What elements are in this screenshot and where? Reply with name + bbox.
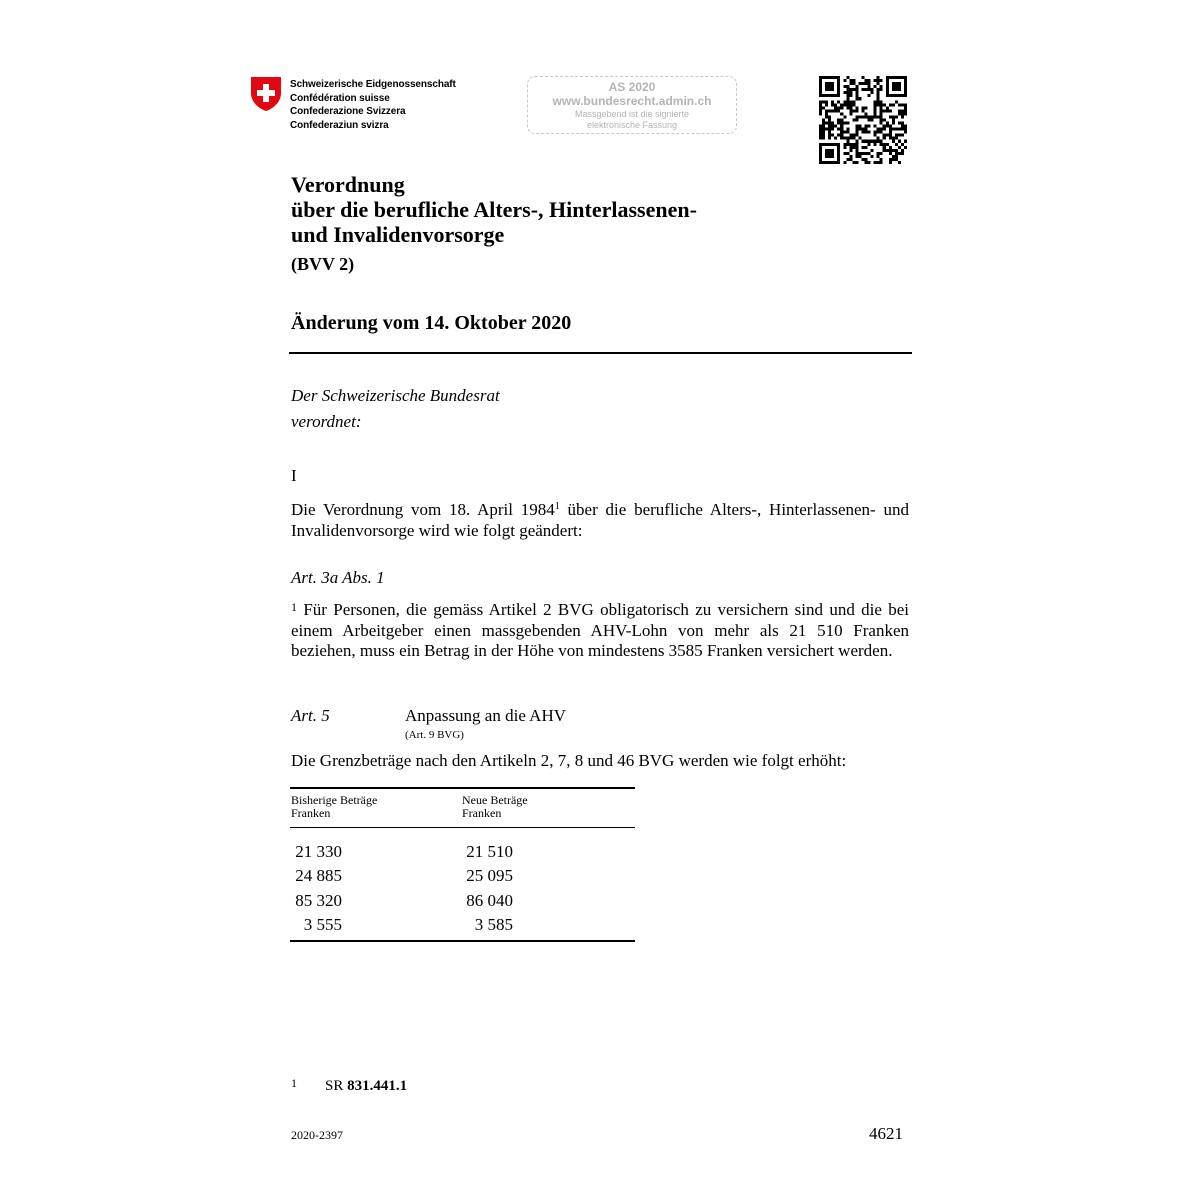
confederation-de: Schweizerische Eidgenossenschaft	[290, 79, 456, 90]
footnote-prefix: SR	[325, 1078, 348, 1094]
document-number: 2020-2397	[291, 1128, 343, 1142]
table-header-old-line1: Bisherige Beträge	[291, 793, 378, 807]
qr-modules	[819, 76, 907, 164]
confederation-rm: Confederaziun svizra	[290, 119, 389, 131]
footnote-sr-number[interactable]: 831.441.1	[347, 1078, 408, 1094]
intro-text-after: über die berufliche Alters-, Hinterlassenen- und Invalidenvorsorge wird wie folgt geändert:	[291, 500, 909, 540]
table-column-old	[291, 840, 342, 937]
table-column-new	[462, 840, 513, 937]
table-bottom-rule	[290, 940, 635, 942]
swiss-coat-of-arms-icon	[250, 76, 282, 112]
art5-reference: (Art. 9 BVG)	[405, 729, 464, 741]
intro-paragraph	[291, 500, 909, 541]
footnote-number: 1	[291, 1076, 297, 1090]
document-title	[291, 172, 697, 247]
title-line2: über die berufliche Alters-, Hinterlassenen-	[291, 197, 697, 222]
title-abbreviation: (BVV 2)	[291, 254, 355, 274]
intro-text-before: Die Verordnung vom 18. April 1984	[291, 500, 555, 519]
art5-title: Anpassung an die AHV	[405, 706, 567, 725]
stamp-line2: www.bundesrecht.admin.ch	[552, 94, 712, 108]
stamp-line1: AS 2020	[608, 80, 656, 94]
preamble	[291, 383, 500, 435]
stamp-line4: elektronische Fassung	[586, 120, 678, 130]
title-divider	[289, 352, 912, 354]
title-line3: und Invalidenvorsorge	[291, 222, 505, 247]
table-cell: 21 510	[466, 842, 513, 861]
table-cell: 25 095	[466, 866, 513, 886]
table-header-new-line2: Franken	[462, 806, 502, 820]
amendment-date: Änderung vom 14. Oktober 2020	[291, 312, 572, 334]
table-header-new-line1: Neue Beträge	[462, 793, 528, 807]
table-header-rule	[290, 827, 635, 828]
confederation-fr: Confédération suisse	[290, 92, 390, 104]
art3a-heading: Art. 3a Abs. 1	[291, 568, 385, 587]
table-header-new	[462, 794, 528, 820]
art3a-para-text: Für Personen, die gemäss Artikel 2 BVG obligatorisch zu versichern sind und die bei einem Arbeitgeber einen massgebenden AHV-Lohn von mehr als 21 510 Franken beziehen, muss ein Betrag in der Höhe von mindestens 3585 Franken versichert werden.	[291, 600, 909, 660]
art3a-paragraph	[291, 597, 909, 662]
section-number: I	[291, 466, 297, 485]
footnote-text	[325, 1078, 407, 1095]
preamble-line2: verordnet:	[291, 412, 362, 431]
table-top-rule	[290, 787, 635, 789]
confederation-it: Confederazione Svizzera	[290, 106, 406, 117]
footnote-ref[interactable]: 1	[554, 501, 560, 512]
table-cell: 86 040	[466, 890, 513, 910]
art5-heading: Art. 5	[291, 706, 330, 725]
title-line1: Verordnung	[291, 172, 405, 197]
preamble-line1: Der Schweizerische Bundesrat	[291, 386, 500, 405]
table-header-old-line2: Franken	[291, 806, 331, 820]
confederation-name	[290, 78, 456, 132]
table-header-old	[291, 794, 377, 820]
table-cell: 85 320	[295, 890, 342, 910]
table-cell: 24 885	[295, 866, 342, 886]
table-cell: 3 555	[303, 914, 342, 934]
table-cell: 3 585	[474, 914, 513, 934]
art5-paragraph: Die Grenzbeträge nach den Artikeln 2, 7, 8 und 46 BVG werden wie folgt erhöht:	[291, 751, 847, 770]
table-cell: 21 330	[295, 842, 342, 861]
stamp-line3: Massgebend ist die signierte	[574, 109, 690, 119]
as-stamp	[527, 76, 737, 134]
page-number: 4621	[869, 1124, 903, 1143]
art3a-para-number: 1	[291, 600, 297, 614]
qr-code-icon	[819, 76, 907, 164]
